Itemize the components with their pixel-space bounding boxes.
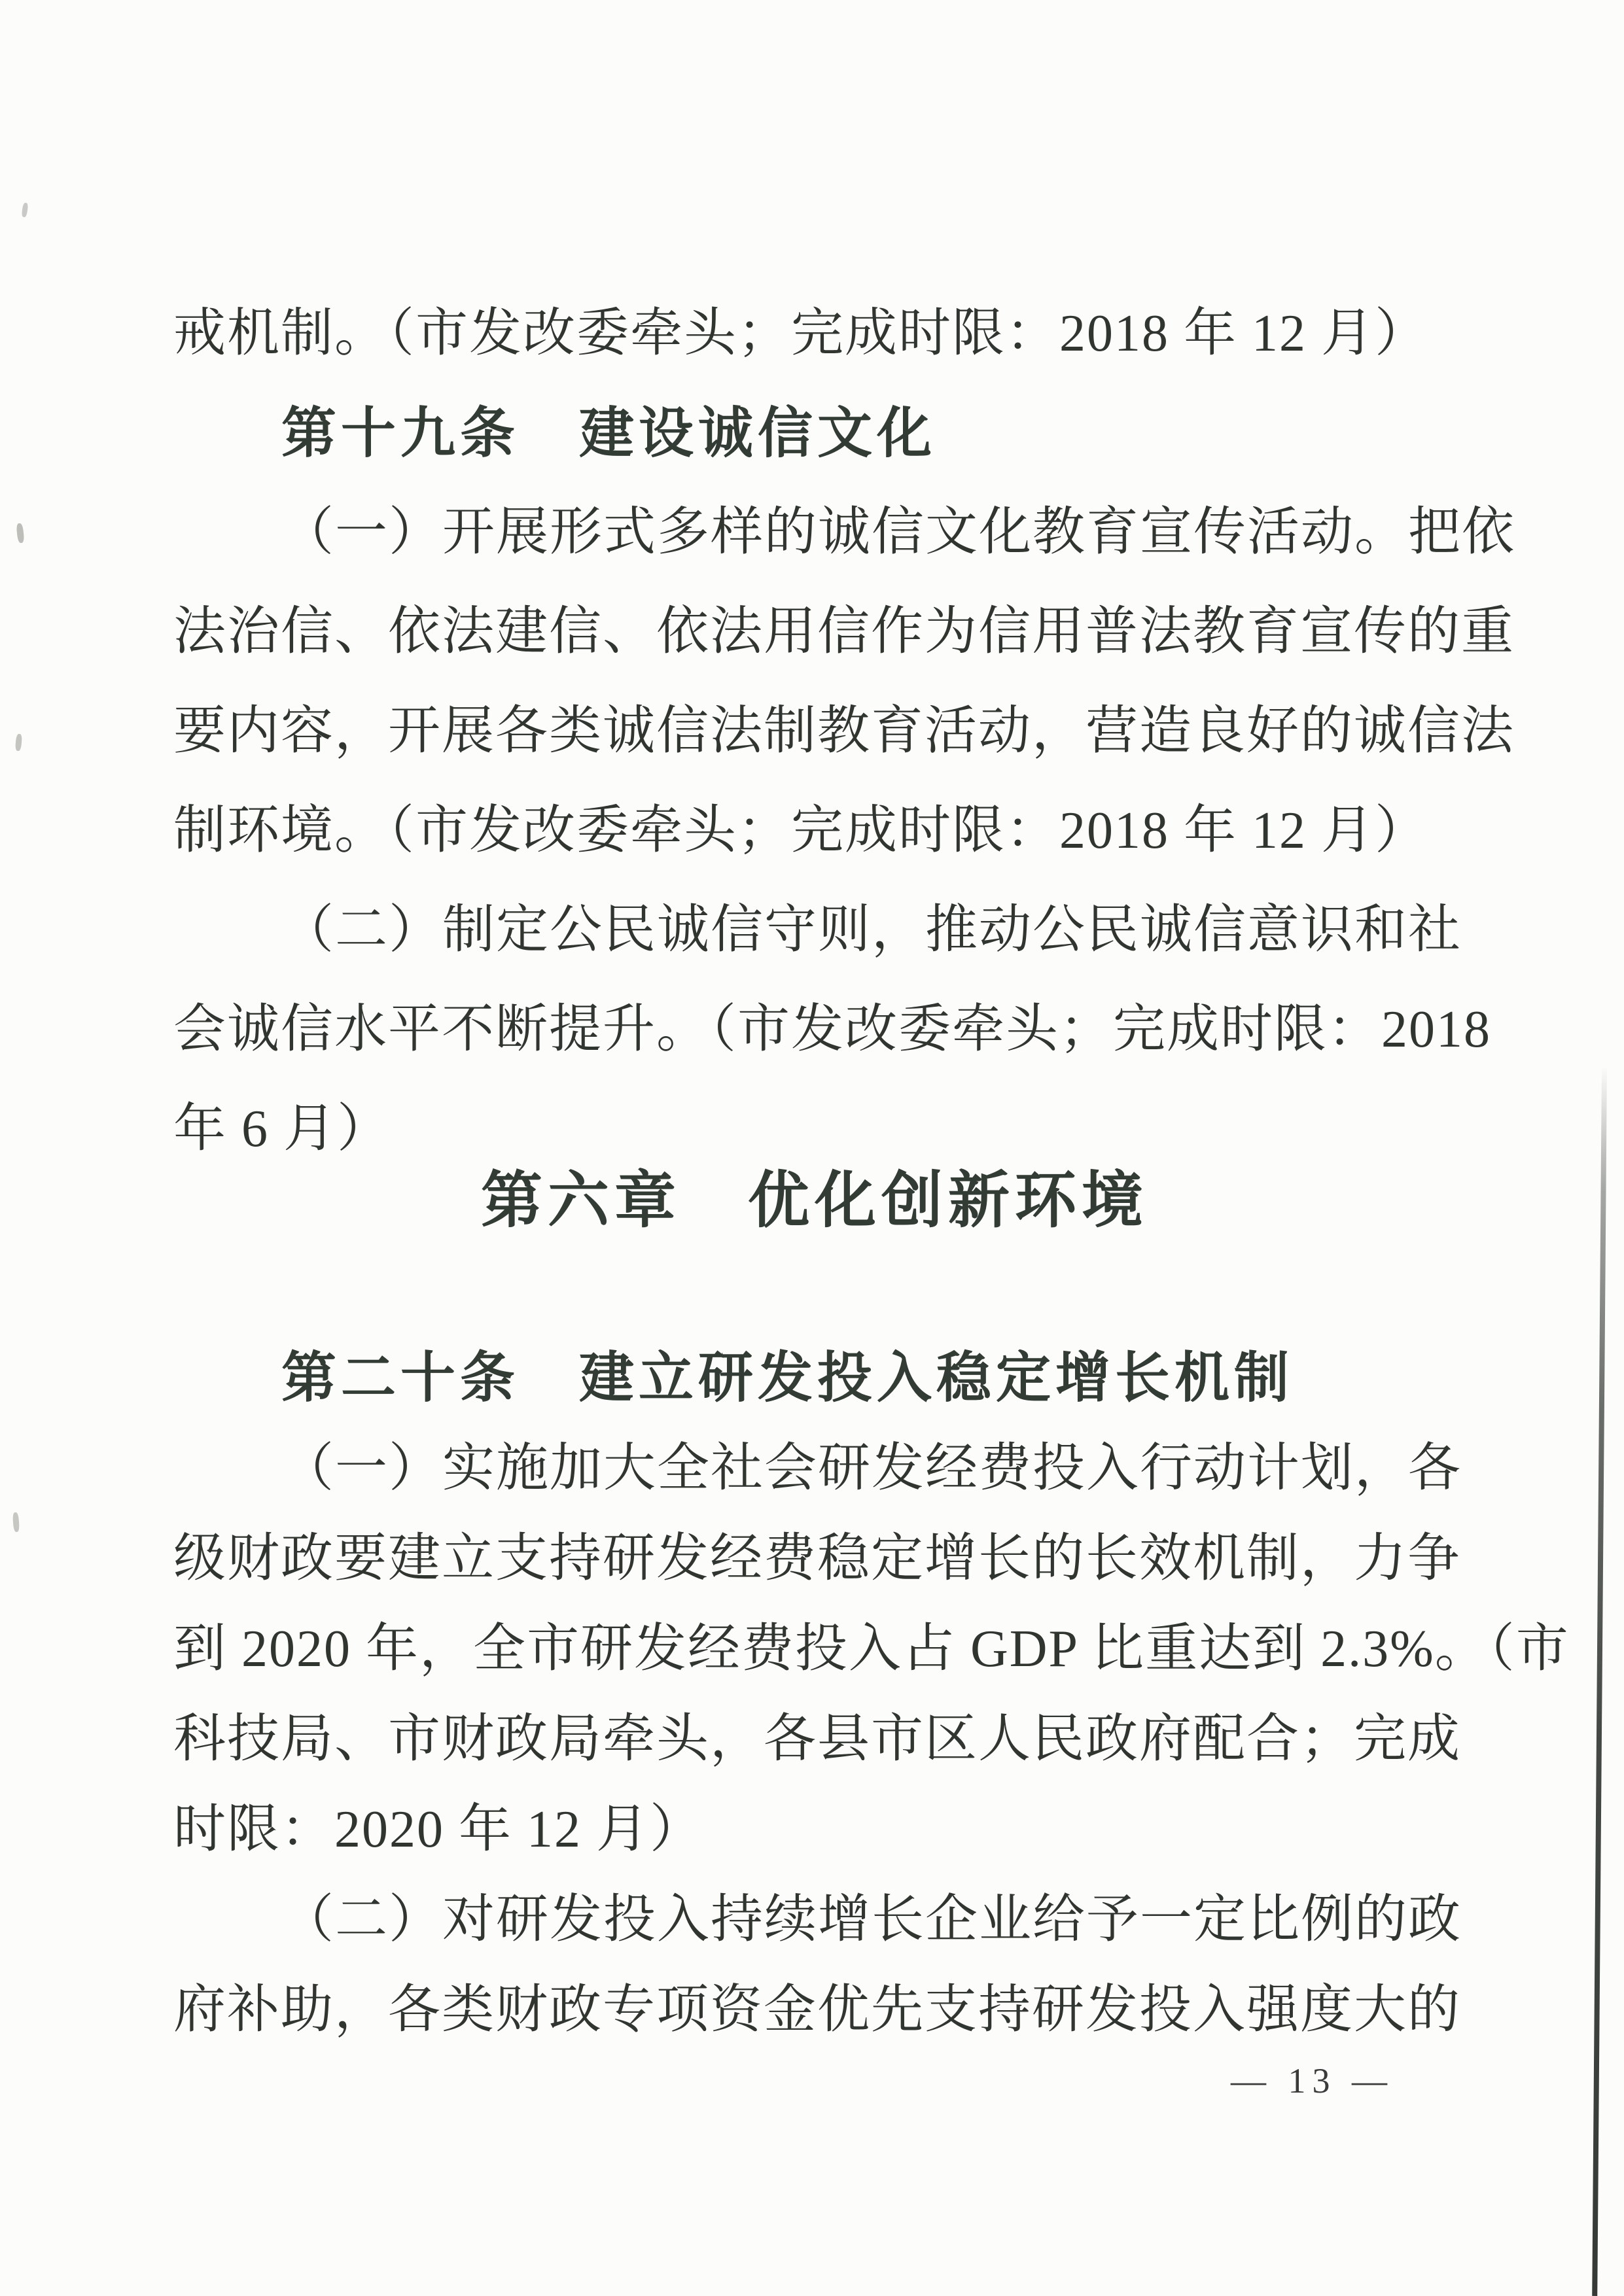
- text-line: 法治信、依法建信、依法用信作为信用普法教育宣传的重: [173, 603, 1515, 661]
- text-line: 府补助，各类财政专项资金优先支持研发投入强度大的: [173, 1981, 1461, 2039]
- article-20-heading: 第二十条 建立研发投入稳定增长机制: [281, 1347, 1294, 1408]
- text-line: 科技局、市财政局牵头，各县市区人民政府配合；完成: [173, 1711, 1461, 1768]
- scan-speck: [16, 523, 24, 544]
- paragraph-block-bottom: [173, 1423, 1570, 2055]
- scan-artifact-line: [1592, 1066, 1607, 2296]
- text-line: （一）开展形式多样的诚信文化教育宣传活动。把依: [281, 504, 1515, 561]
- scan-speck: [12, 1512, 20, 1533]
- text-line: 时限：2020 年 12 月）: [173, 1801, 703, 1858]
- text-line: 年 6 月）: [173, 1100, 391, 1158]
- article-19-heading: 第十九条 建设诚信文化: [281, 402, 937, 464]
- page-number: — 13 —: [1231, 2061, 1394, 2100]
- text-line: （二）对研发投入持续增长企业给予一定比例的政: [281, 1891, 1462, 1949]
- text-line: 要内容，开展各类诚信法制教育活动，营造良好的诚信法: [173, 703, 1515, 760]
- paragraph-block-top: [173, 284, 1515, 1179]
- text-line: 戒机制。（市发改委牵头；完成时限：2018 年 12 月）: [173, 305, 1428, 362]
- text-line: 制环境。（市发改委牵头；完成时限：2018 年 12 月）: [173, 802, 1428, 860]
- chapter-6-heading: 第六章 优化创新环境: [480, 1166, 1148, 1234]
- text-line: （一）实施加大全社会研发经费投入行动计划，各: [281, 1440, 1462, 1497]
- text-line: （二）制定公民诚信守则，推动公民诚信意识和社: [281, 901, 1462, 959]
- text-line: 会诚信水平不断提升。（市发改委牵头；完成时限：2018: [173, 1001, 1491, 1058]
- text-line: 级财政要建立支持研发经费稳定增长的长效机制，力争: [173, 1530, 1461, 1588]
- scan-speck: [15, 734, 22, 752]
- text-line: 到 2020 年，全市研发经费投入占 GDP 比重达到 2.3%。（市: [173, 1620, 1570, 1678]
- scan-speck: [22, 203, 29, 218]
